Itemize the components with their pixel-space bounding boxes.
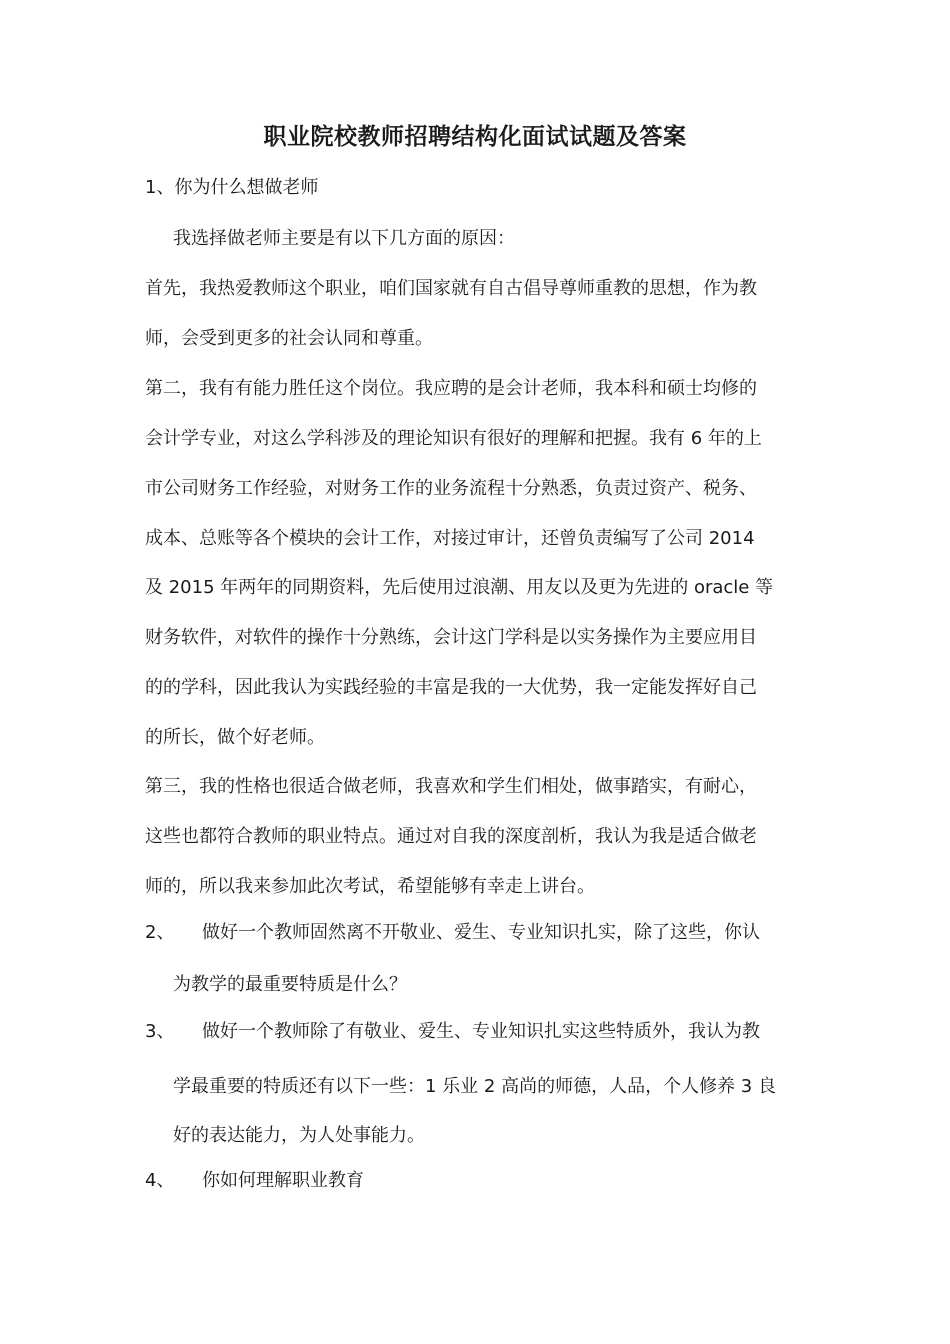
answer-1-p1-line: 首先，我热爱教师这个职业，咱们国家就有自古倡导尊师重教的思想，作为教 [145,278,757,299]
question-4-line: 你如何理解职业教育 [202,1170,364,1191]
answer-1-p3-line: 师的，所以我来参加此次考试，希望能够有幸走上讲台。 [145,876,595,897]
answer-1-p2-line: 市公司财务工作经验，对财务工作的业务流程十分熟悉，负责过资产、税务、 [145,478,757,499]
answer-1-p3-line: 这些也都符合教师的职业特点。通过对自我的深度剖析，我认为我是适合做老 [145,826,757,847]
answer-1-p2-line: 第二，我有有能力胜任这个岗位。我应聘的是会计老师，我本科和硕士均修的 [145,378,757,399]
question-3-number: 3、 [145,1021,175,1042]
answer-1-p2-line: 财务软件，对软件的操作十分熟练，会计这门学科是以实务操作为主要应用目 [145,627,757,648]
answer-1-p2-line: 的的学科，因此我认为实践经验的丰富是我的一大优势，我一定能发挥好自己 [145,677,757,698]
answer-1-p2-line: 的所长，做个好老师。 [145,727,325,748]
question-4-number: 4、 [145,1170,175,1191]
answer-1-p3-line: 第三，我的性格也很适合做老师，我喜欢和学生们相处，做事踏实，有耐心， [145,776,757,797]
answer-1-p2-line: 会计学专业，对这么学科涉及的理论知识有很好的理解和把握。我有 6 年的上 [145,428,762,449]
document-title: 职业院校教师招聘结构化面试试题及答案 [263,124,687,150]
answer-1-p2-line: 成本、总账等各个模块的会计工作，对接过审计，还曾负责编写了公司 2014 [145,528,755,549]
answer-3-line: 做好一个教师除了有敬业、爱生、专业知识扎实这些特质外，我认为教 [202,1021,760,1042]
question-2-line: 做好一个教师固然离不开敬业、爱生、专业知识扎实，除了这些，你认 [202,922,760,943]
answer-1-p2-line: 及 2015 年两年的同期资料，先后使用过浪潮、用友以及更为先进的 oracle 等 [145,577,774,598]
question-2-line: 为教学的最重要特质是什么？ [173,974,407,995]
answer-3-line: 好的表达能力，为人处事能力。 [173,1125,425,1146]
answer-3-line: 学最重要的特质还有以下一些：1 乐业 2 高尚的师德，人品，个人修养 3 良 [173,1076,776,1097]
question-1-title: 1、你为什么想做老师 [145,177,319,198]
question-2-number: 2、 [145,922,175,943]
answer-1-intro: 我选择做老师主要是有以下几方面的原因： [173,228,515,249]
answer-1-p1-line: 师，会受到更多的社会认同和尊重。 [145,328,433,349]
